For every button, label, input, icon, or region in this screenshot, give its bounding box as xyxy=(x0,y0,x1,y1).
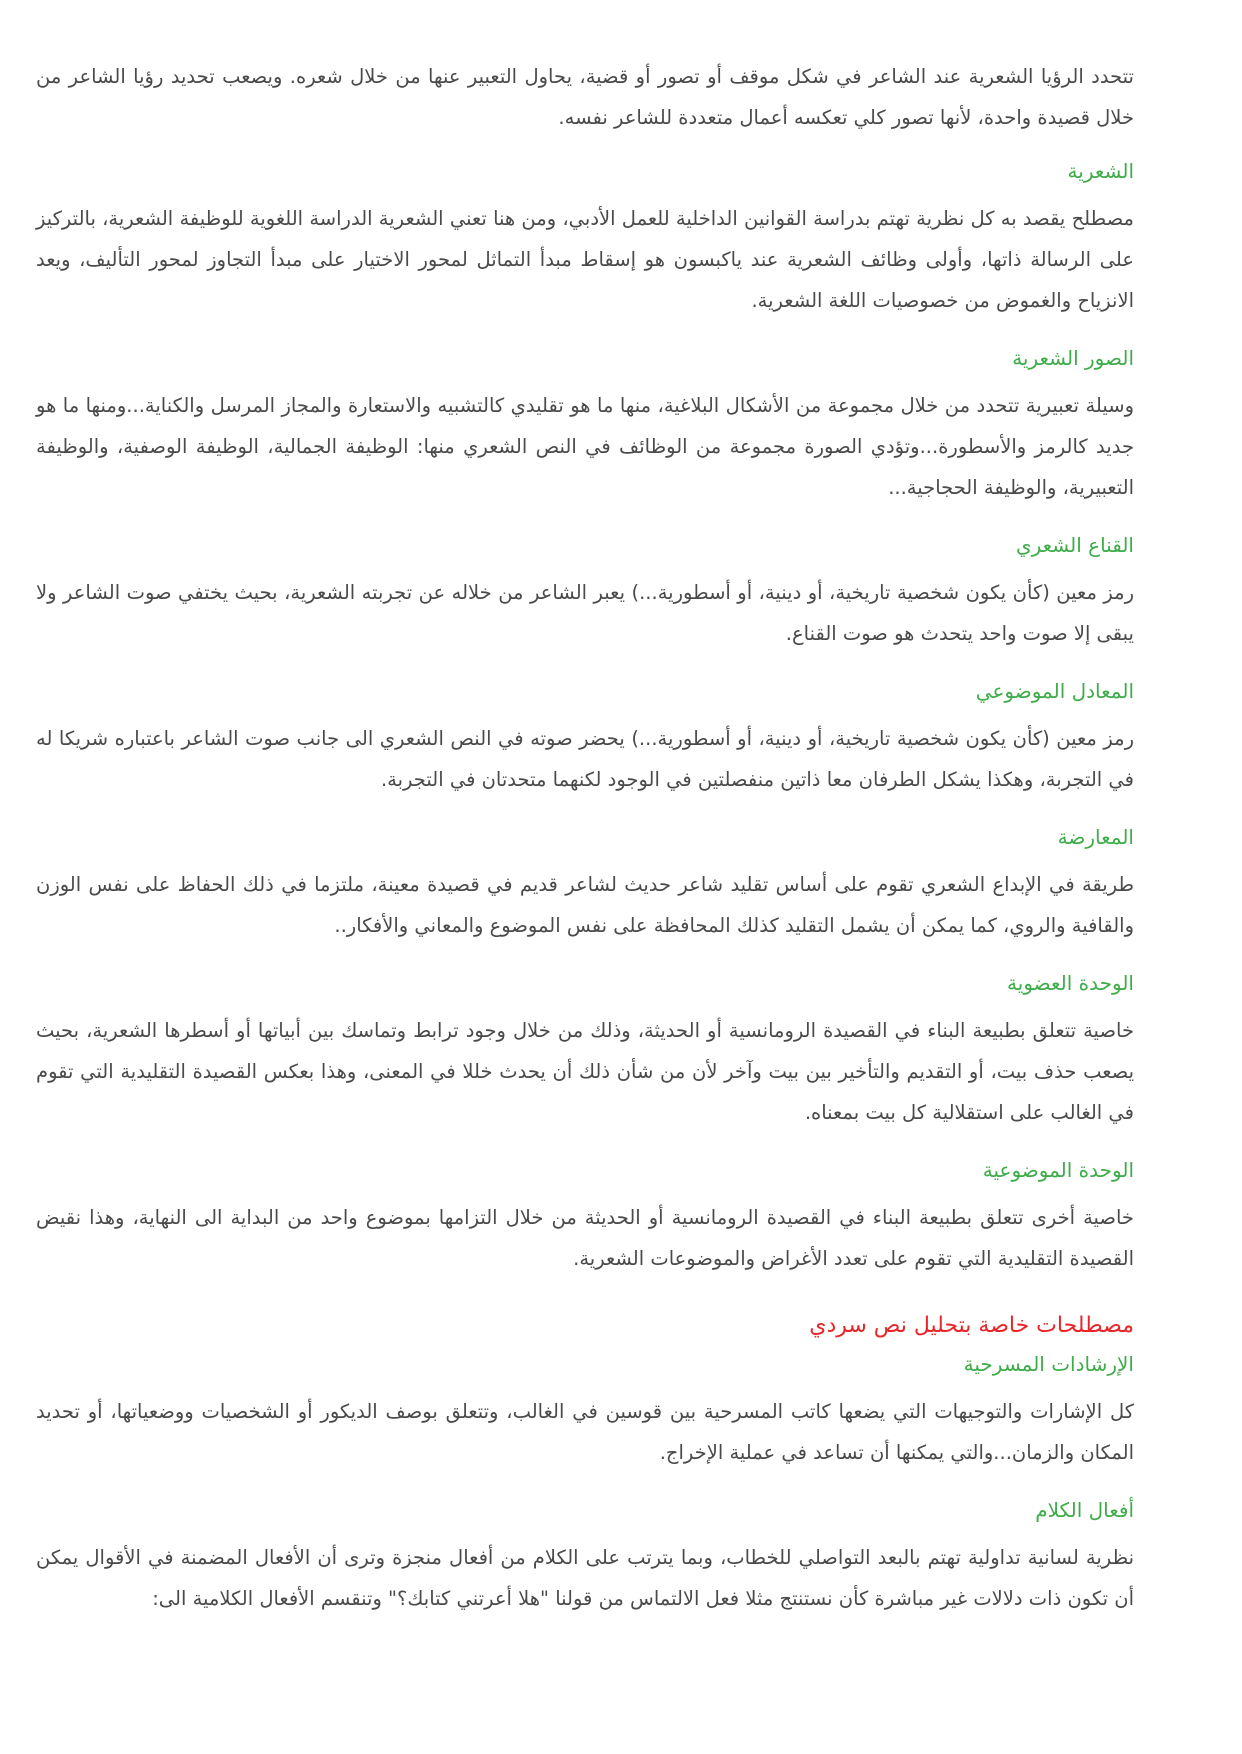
term-definition: خاصية أخرى تتعلق بطبيعة البناء في القصيدة الرومانسية أو الحديثة من خلال التزامها بموضوع واحد من البداية الى النهاية، وهذا نقيض القصيدة التقليدية التي تقوم على تعدد الأغراض والموضوعات الشعرية. xyxy=(36,1206,1134,1270)
term-poetic-mask xyxy=(36,530,1134,654)
term-title: الشعرية xyxy=(1067,159,1134,183)
term-title: الإرشادات المسرحية xyxy=(963,1352,1134,1376)
term-definition: طريقة في الإبداع الشعري تقوم على أساس تقليد شاعر حديث لشاعر قديم في قصيدة معينة، ملتزما في ذلك الحفاظ على نفس الوزن والقافية والروي، كما يمكن أن يشمل التقليد كذلك المحافظة على نفس الموضوع والمعاني والأفكار.. xyxy=(36,873,1134,937)
term-poetic-images xyxy=(36,343,1134,508)
narrative-section-heading: مصطلحات خاصة بتحليل نص سردي xyxy=(809,1313,1134,1338)
term-title: أفعال الكلام xyxy=(1035,1498,1134,1522)
term-poetics xyxy=(36,156,1134,321)
term-definition: كل الإشارات والتوجيهات التي يضعها كاتب المسرحية بين قوسين في الغالب، وتتعلق بوصف الديكور أو الشخصيات ووضعياتها، أو تحديد المكان والزمان...والتي يمكنها أن تساعد في عملية الإخراج. xyxy=(36,1400,1134,1464)
term-title: الوحدة العضوية xyxy=(1007,971,1134,995)
term-definition: وسيلة تعبيرية تتحدد من خلال مجموعة من الأشكال البلاغية، منها ما هو تقليدي كالتشبيه والاستعارة والمجاز المرسل والكناية...ومنها ما هو جديد كالرمز والأسطورة...وتؤدي الصورة مجموعة من الوظائف في النص الشعري منها: الوظيفة الجمالية، الوظيفة الوصفية، والوظيفة التعبيرية، والوظيفة الحجاجية... xyxy=(36,394,1134,499)
term-definition: رمز معين (كأن يكون شخصية تاريخية، أو دينية، أو أسطورية...) يحضر صوته في النص الشعري الى جانب صوت الشاعر باعتباره شريكا له في التجربة، وهكذا يشكل الطرفان معا ذاتين منفصلتين في الوجود لكنهما متحدتان في التجربة. xyxy=(36,727,1134,791)
term-objective-correlative xyxy=(36,676,1134,800)
term-muarada xyxy=(36,822,1134,946)
document-content xyxy=(36,56,1134,1619)
term-title: الوحدة الموضوعية xyxy=(982,1158,1134,1182)
term-thematic-unity xyxy=(36,1155,1134,1279)
term-title: المعادل الموضوعي xyxy=(975,679,1134,703)
term-organic-unity xyxy=(36,968,1134,1133)
term-title: الصور الشعرية xyxy=(1012,346,1134,370)
term-definition: نظرية لسانية تداولية تهتم بالبعد التواصلي للخطاب، وبما يترتب على الكلام من أفعال منجزة وترى أن الأفعال المضمنة في الأقوال يمكن أن تكون ذات دلالات غير مباشرة كأن نستنتج مثلا فعل الالتماس من قولنا "هلا أعرتني كتابك؟" وتنقسم الأفعال الكلامية الى: xyxy=(36,1546,1134,1610)
term-definition: مصطلح يقصد به كل نظرية تهتم بدراسة القوانين الداخلية للعمل الأدبي، ومن هنا تعني الشعرية الدراسة اللغوية للوظيفة الشعرية، بالتركيز على الرسالة ذاتها، وأولى وظائف الشعرية عند ياكبسون هو إسقاط مبدأ التماثل لمحور الاختيار على مبدأ التجاوز لمحور التأليف، ويعد الانزياح والغموض من خصوصيات اللغة الشعرية. xyxy=(36,207,1134,312)
term-title: المعارضة xyxy=(1057,825,1134,849)
term-speech-acts xyxy=(36,1495,1134,1619)
term-definition: رمز معين (كأن يكون شخصية تاريخية، أو دينية، أو أسطورية...) يعبر الشاعر من خلاله عن تجربته الشعرية، بحيث يختفي صوت الشاعر ولا يبقى إلا صوت واحد يتحدث هو صوت القناع. xyxy=(36,581,1134,645)
intro-paragraph: تتحدد الرؤيا الشعرية عند الشاعر في شكل موقف أو تصور أو قضية، يحاول التعبير عنها من خلال شعره. ويصعب تحديد رؤيا الشاعر من خلال قصيدة واحدة، لأنها تصور كلي تعكسه أعمال متعددة للشاعر نفسه. xyxy=(36,65,1134,129)
term-title: القناع الشعري xyxy=(1015,533,1134,557)
term-stage-directions xyxy=(36,1349,1134,1473)
term-definition: خاصية تتعلق بطبيعة البناء في القصيدة الرومانسية أو الحديثة، وذلك من خلال وجود ترابط وتماسك بين أبياتها أو أسطرها الشعرية، بحيث يصعب حذف بيت، أو التقديم والتأخير بين بيت وآخر لأن من شأن ذلك أن يحدث خللا في المعنى، وهذا بعكس القصيدة التقليدية التي تقوم في الغالب على استقلالية كل بيت بمعناه. xyxy=(36,1019,1134,1124)
